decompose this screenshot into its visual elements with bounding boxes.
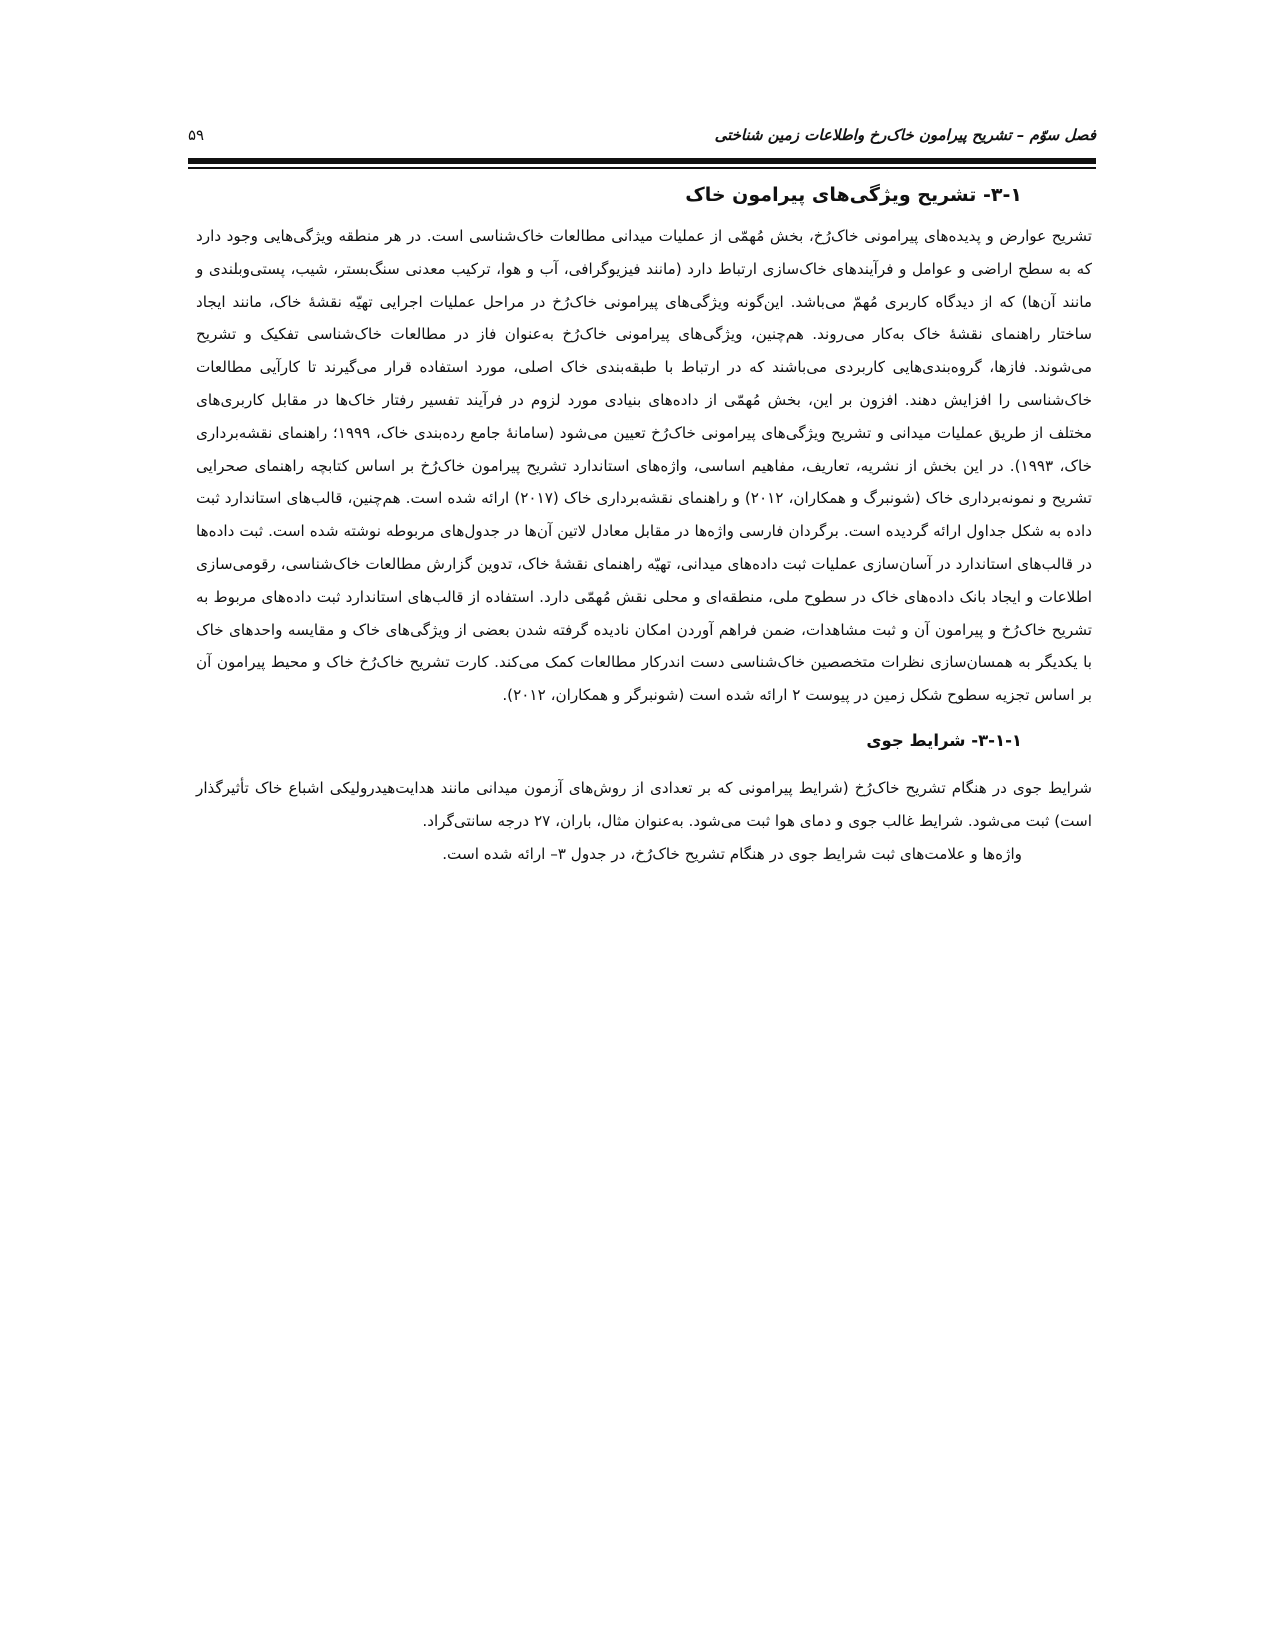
section-paragraph: تشریح عوارض و پدیده‌های پیرامونی خاک‌رُخ، بخش مُهمّی از عملیات میدانی مطالعات خاک‌شناسی است. در هر منطقه ویژگی‌هایی وجود دارد که به سطح اراضی و عوامل و فرآیندهای خاک‌سازی ارتباط دارد (مانند فیزیوگرافی، آب و هوا، ترکیب معدنی سنگ‌بستر، شیب، پستی‌وبلندی و مانند آن‌ها) که از دیدگاه کاربری مُهمّ می‌باشد. این‌گونه ویژگی‌های پیرامونی خاک‌رُخ در مراحل عملیات اجرایی تهیّه نقشهٔ خاک، مانند ایجاد ساختار راهنمای نقشهٔ خاک به‌کار می‌روند. هم‌چنین، ویژگی‌های پیرامونی خاک‌رُخ به‌عنوان فاز در مطالعات خاک‌شناسی تفکیک و تشریح می‌شوند. فازها، گروه‌بندی‌هایی کاربردی می‌باشند که در ارتباط با طبقه‌بندی خاک اصلی، مورد استفاده قرار می‌گیرند تا کارآیی مطالعات خاک‌شناسی را افزایش دهند. افزون بر این، بخش مُهمّی از داده‌های بنیادی مورد لزوم در فرآیند تفسیر رفتار خاک‌ها در مقابل کاربری‌های مختلف از طریق عملیات میدانی و تشریح ویژگی‌های پیرامونی خاک‌رُخ تعیین می‌شود (سامانهٔ جامع رده‌بندی خاک، ۱۹۹۹؛ راهنمای نقشه‌برداری خاک، ۱۹۹۳). در این بخش از نشریه، تعاریف، مفاهیم اساسی، واژه‌های استاندارد تشریح پیرامون خاک‌رُخ بر اساس کتابچه راهنمای صحرایی تشریح و نمونه‌برداری خاک (شونبرگ و همکاران، ۲۰۱۲) و راهنمای نقشه‌برداری خاک (۲۰۱۷) ارائه شده است. هم‌چنین، قالب‌های استاندارد ثبت داده به شکل جداول ارائه گردیده است. برگردان فارسی واژه‌ها در مقابل معادل لاتین آن‌ها در جدول‌های مربوطه نوشته شده است. ثبت داده‌ها در قالب‌های استاندارد در آسان‌سازی عملیات ثبت داده‌های میدانی، تهیّه راهنمای نقشهٔ خاک، تدوین گزارش مطالعات خاک‌شناسی، رقومی‌سازی اطلاعات و ایجاد بانک داده‌های خاک در سطوح ملی، منطقه‌ای و محلی نقش مُهمّی دارد. استفاده از قالب‌های استاندارد ثبت داده‌های مربوط به تشریح خاک‌رُخ و پیرامون آن و ثبت مشاهدات، ضمن فراهم آوردن امکان نادیده گرفته شدن بعضی از ویژگی‌های خاک و مقایسه واحدهای خاک با یکدیگر به همسان‌سازی نظرات متخصصین خاک‌شناسی دست اندرکار مطالعات کمک می‌کند. کارت تشریح خاک‌رُخ خاک و محیط پیرامون آن بر اساس تجزیه سطوح شکل زمین در پیوست ۲ ارائه شده است (شونبرگر و همکاران، ۲۰۱۲). <box>196 227 1092 705</box>
chapter-title: فصل سوّم – تشریح پیرامون خاک‌رخ واطلاعات زمین شناختی <box>714 126 1096 144</box>
subsection-paragraph: شرایط جوی در هنگام تشریح خاک‌رُخ (شرایط پیرامونی که بر تعدادی از روش‌های آزمون میدانی مانند هدایت‌هیدرولیکی اشباع خاک تأثیرگذار است) ثبت می‌شود. شرایط غالب جوی و دمای هوا ثبت می‌شود. به‌عنوان مثال، باران، ۲۷ درجه سانتی‌گراد. <box>196 778 1092 830</box>
header-rule-thin <box>188 167 1096 169</box>
page-body <box>196 176 1092 870</box>
section-heading: ۳-۱- تشریح ویژگی‌های پیرامون خاک <box>685 184 1022 206</box>
subsection-note: واژه‌ها و علامت‌های ثبت شرایط جوی در هنگام تشریح خاک‌رُخ، در جدول ۳– ارائه شده است. <box>442 844 1022 863</box>
subsection-heading: ۳-۱-۱- شرایط جوی <box>866 730 1022 750</box>
running-header <box>188 122 1096 152</box>
page-number: ۵۹ <box>188 126 205 144</box>
header-rule-thick <box>188 158 1096 164</box>
